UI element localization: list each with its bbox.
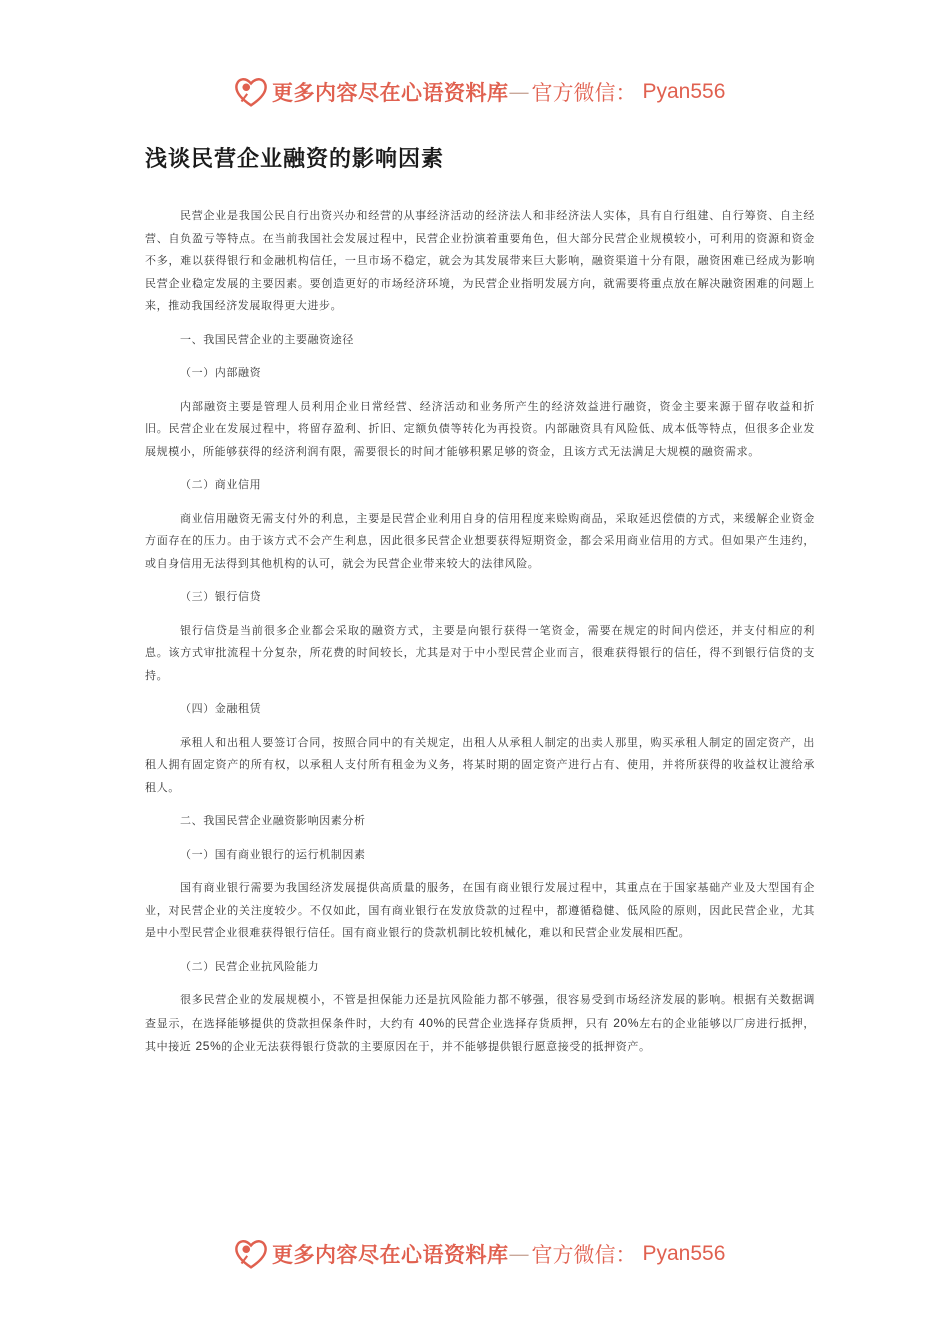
banner-separator: —: [508, 1242, 530, 1266]
text-segment: 很多民营企业的发展规模小，不管是担保能力还是抗风险能力都不够强，很容易受到市场经济发展的影响。根据有关数据调查显示，在选择能够提供的贷款担保条件时，大约有: [145, 993, 815, 1030]
banner-main-text: 更多内容尽在心语资料库: [272, 1242, 509, 1267]
banner-main-text: 更多内容尽在心语资料库: [272, 80, 509, 105]
banner-content: [232, 1232, 725, 1276]
section1-sub2-paragraph: 商业信用融资无需支付外的利息，主要是民营企业利用自身的信用程度来赊购商品，采取延迟偿债的方式，来缓解企业资金方面存在的压力。由于该方式不会产生利息，因此很多民营企业想要获得短期资金，都会采用商业信用的方式。但如果产生违约，或自身信用无法得到其他机构的认可，就会为民营企业带来较大的法律风险。: [145, 511, 815, 570]
percent-value: 25%: [195, 1039, 222, 1053]
section2-sub2-heading: （二）民营企业抗风险能力: [180, 959, 320, 973]
footer-banner: [0, 1232, 950, 1276]
banner-wechat-id: Pyan556: [642, 80, 726, 103]
heart-logo-icon: [232, 73, 270, 111]
section2-sub2-paragraph: [145, 989, 815, 1059]
section1-sub4-paragraph: 承租人和出租人要签订合同，按照合同中的有关规定，出租人从承租人制定的出卖人那里，购买承租人制定的固定资产，出租人拥有固定资产的所有权，以承租人支付所有租金为义务，将某时期的固定资产进行占有、使用，并将所获得的收益权让渡给承租人。: [145, 735, 815, 794]
banner-wechat-id: Pyan556: [642, 1242, 726, 1265]
intro-paragraph: 民营企业是我国公民自行出资兴办和经营的从事经济活动的经济法人和非经济法人实体，具有自行组建、自行筹资、自主经营、自负盈亏等特点。在当前我国社会发展过程中，民营企业扮演着重要角色，但大部分民营企业规模较小，可利用的资源和资金不多，难以获得银行和金融机构信任，一旦市场不稳定，就会为其发展带来巨大影响，融资渠道十分有限，融资困难已经成为影响民营企业稳定发展的主要因素。要创造更好的市场经济环境，为民营企业指明发展方向，就需要将重点放在解决融资困难的问题上来，推动我国经济发展取得更大进步。: [145, 209, 815, 312]
document-title: 浅谈民营企业融资的影响因素: [145, 147, 445, 172]
section1-sub3-heading: （三）银行信贷: [180, 590, 262, 603]
section1-sub2-heading: （二）商业信用: [180, 478, 262, 491]
banner-content: [232, 70, 725, 114]
banner-wechat-label: 官方微信：: [531, 81, 637, 105]
text-segment: 左右的企业能够以厂房进行抵押，其中接近: [145, 1016, 815, 1053]
percent-value: 40%: [418, 1015, 445, 1030]
percent-value: 20%: [613, 1015, 640, 1030]
section1-sub3-paragraph: 银行信贷是当前很多企业都会采取的融资方式，主要是向银行获得一笔资金，需要在规定的时间内偿还，并支付相应的利息。该方式审批流程十分复杂，所花费的时间较长，尤其是对于中小型民营企业而言，很难获得银行的信任，得不到银行信贷的支持。: [145, 623, 815, 682]
section2-sub1-paragraph: 国有商业银行需要为我国经济发展提供高质量的服务，在国有商业银行发展过程中，其重点在于国家基础产业及大型国有企业，对民营企业的关注度较少。不仅如此，国有商业银行在发放贷款的过程中，都遵循稳健、低风险的原则，因此民营企业，尤其是中小型民营企业很难获得银行信任。国有商业银行的贷款机制比较机械化，难以和民营企业发展相匹配。: [145, 881, 815, 939]
document-body: [145, 205, 815, 1070]
heart-logo-icon: [232, 1235, 270, 1273]
header-banner: [0, 70, 950, 114]
section1-sub4-heading: （四）金融租赁: [180, 702, 262, 715]
section2-heading: 二、我国民营企业融资影响因素分析: [180, 814, 366, 827]
section1-heading: 一、我国民营企业的主要融资途径: [180, 332, 354, 346]
section2-sub1-heading: （一）国有商业银行的运行机制因素: [180, 847, 366, 861]
banner-separator: —: [508, 80, 530, 104]
text-segment: 的民营企业选择存货质押，只有: [444, 1016, 610, 1030]
banner-wechat-label: 官方微信：: [531, 1243, 637, 1267]
text-segment: 的企业无法获得银行贷款的主要原因在于，并不能够提供银行愿意接受的抵押资产。: [221, 1040, 651, 1053]
section1-sub1-heading: （一）内部融资: [180, 366, 262, 379]
section1-sub1-paragraph: 内部融资主要是管理人员利用企业日常经营、经济活动和业务所产生的经济效益进行融资，资金主要来源于留存收益和折旧。民营企业在发展过程中，将留存盈利、折旧、定额负债等转化为再投资。内部融资具有风险低、成本低等特点，但很多企业发展规模小，所能够获得的经济利润有限，需要很长的时间才能够积累足够的资金，且该方式无法满足大规模的融资需求。: [145, 399, 815, 458]
